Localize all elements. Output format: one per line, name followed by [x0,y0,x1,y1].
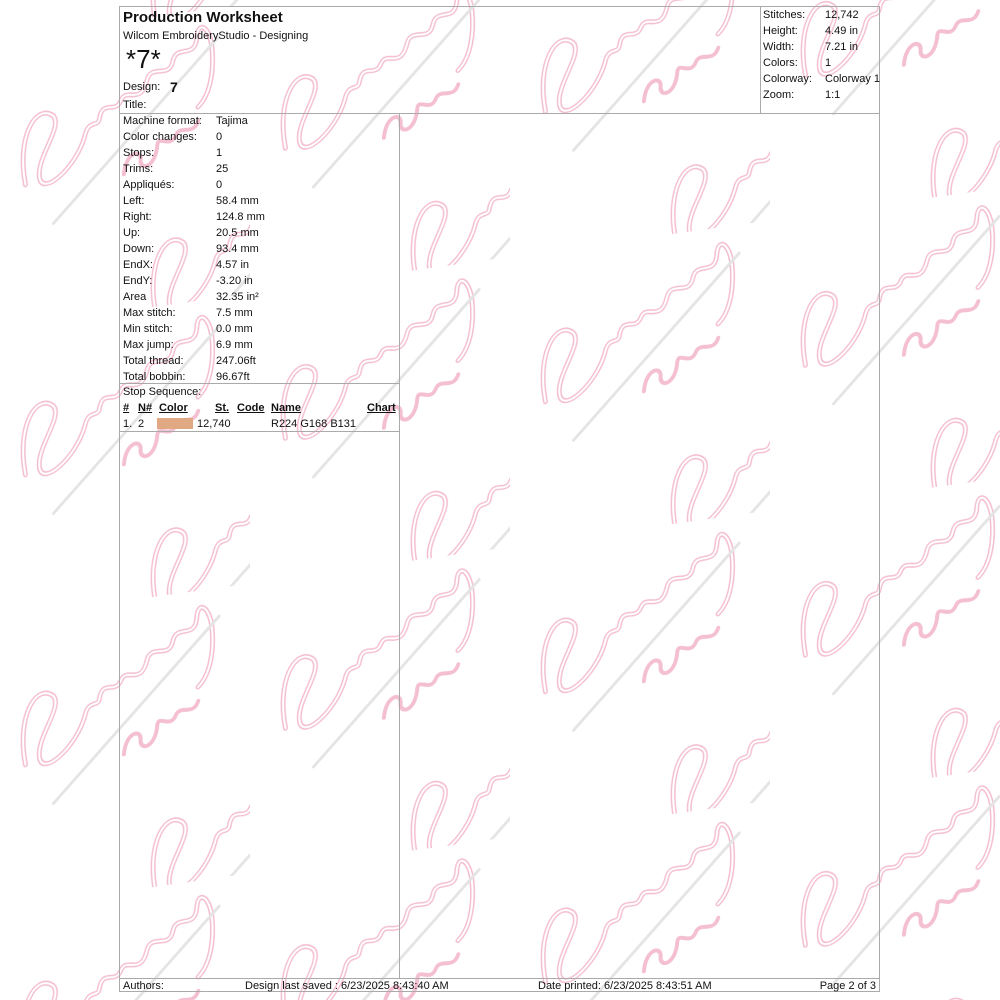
footer-saved: Design last saved : 6/23/2025 8:43:40 AM [245,980,449,992]
stat-label: Width: [763,41,795,53]
stat-row [763,55,832,71]
col-header-stitches: St. [215,402,230,414]
col-header-num: # [123,402,130,414]
production-worksheet [119,6,880,992]
stat-value: 96.67ft [216,371,250,383]
stat-label: Area [123,291,147,303]
stat-row [123,193,259,209]
row-needle: 2 [138,418,145,430]
stat-row [763,87,841,103]
stat-value: 0 [216,179,223,191]
design-label: Design: [123,81,161,93]
stat-label: Colorway: [763,73,812,85]
stop-sequence-label: Stop Sequence: [123,386,202,398]
stat-value: 1 [825,57,832,69]
stat-row [123,273,253,289]
stat-label: Min stitch: [123,323,173,335]
stat-row [123,289,259,305]
stat-value: 7.21 in [825,41,859,53]
stat-label: Stops: [123,147,155,159]
stats-panel [120,113,400,385]
stat-label: Max stitch: [123,307,176,319]
row-name: R224 G168 B131 [271,418,357,430]
stat-row [763,7,859,23]
stat-row [123,113,248,129]
stat-value: Tajima [216,115,248,127]
stat-row [123,353,256,369]
stat-value: 247.06ft [216,355,256,367]
summary-panel [760,7,880,107]
stat-label: EndY: [123,275,153,287]
stat-row [763,39,859,55]
page-title: Production Worksheet [123,9,283,26]
col-header-needle: N# [138,402,153,414]
stat-label: Total thread: [123,355,184,367]
design-name-large: *7* [126,44,161,74]
design-value: 7 [170,79,178,95]
stat-label: Colors: [763,57,798,69]
stat-value: 1 [216,147,223,159]
stat-row [763,71,881,87]
stat-value: 58.4 mm [216,195,259,207]
stat-label: Appliqués: [123,179,175,191]
stat-value: 93.4 mm [216,243,259,255]
stat-row [123,257,250,273]
stat-row [123,321,253,337]
stat-row [123,305,253,321]
footer-page: Page 2 of 3 [819,980,876,992]
stat-label: Height: [763,25,798,37]
col-header-color: Color [159,402,188,414]
stat-row [123,129,223,145]
stat-row [123,177,223,193]
software-name: Wilcom EmbroideryStudio - Designing [123,30,309,42]
stat-row [123,225,259,241]
stat-row [123,337,253,353]
stat-row [763,23,859,39]
stat-value: 6.9 mm [216,339,253,351]
stat-label: Color changes: [123,131,197,143]
stat-value: 124.8 mm [216,211,265,223]
stat-label: EndX: [123,259,153,271]
stat-value: 4.49 in [825,25,859,37]
stat-value: 25 [216,163,229,175]
stat-value: 12,742 [825,9,859,21]
stat-label: Right: [123,211,152,223]
stat-value: -3.20 in [216,275,253,287]
stat-value: 0 [216,131,223,143]
stat-row [123,209,265,225]
divider [120,978,879,979]
row-num: 1. [123,418,133,430]
col-header-name: Name [271,402,301,414]
row-stitches: 12,740 [197,418,231,430]
stat-label: Machine format: [123,115,202,127]
footer-printed: Date printed: 6/23/2025 8:43:51 AM [538,980,712,992]
stat-value: 4.57 in [216,259,250,271]
col-header-code: Code [237,402,265,414]
stat-value: 0.0 mm [216,323,253,335]
title-label: Title: [123,99,147,111]
color-swatch [157,418,193,429]
stat-value: Colorway 1 [825,73,881,85]
stat-label: Total bobbin: [123,371,186,383]
stat-row [123,369,250,385]
stat-row [123,241,259,257]
stat-label: Zoom: [763,89,795,101]
stat-label: Trims: [123,163,154,175]
stat-label: Down: [123,243,155,255]
stat-row [123,161,229,177]
stat-row [123,145,223,161]
col-header-chart: Chart [367,402,396,414]
stat-value: 1:1 [825,89,841,101]
stat-label: Stitches: [763,9,806,21]
divider [120,431,400,432]
stat-value: 32.35 in² [216,291,259,303]
stat-label: Up: [123,227,141,239]
stat-label: Max jump: [123,339,174,351]
stat-value: 7.5 mm [216,307,253,319]
stat-value: 20.5 mm [216,227,259,239]
stat-label: Left: [123,195,145,207]
footer-authors: Authors: [123,980,164,992]
